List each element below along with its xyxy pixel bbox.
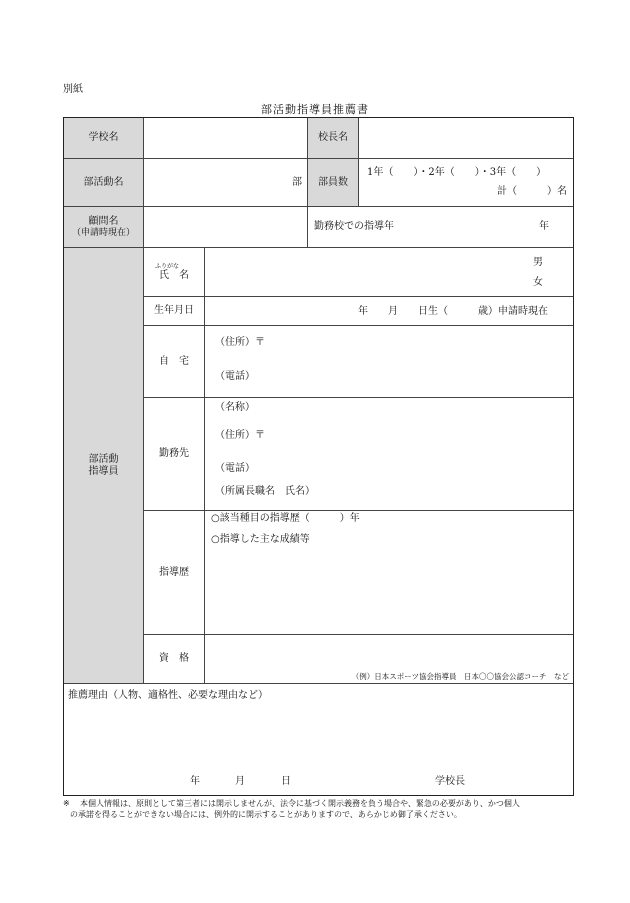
work-label: 勤務先	[159, 448, 189, 459]
instructor-label-2: 指導員	[88, 465, 119, 477]
advisor-label-cell	[64, 207, 144, 248]
club-name-label: 部活動名	[83, 176, 124, 188]
reason-principal: 学校長	[435, 776, 465, 787]
birthdate-value: 年 月 日生（ 歳）申請時現在	[358, 306, 548, 317]
footnote-mark: ※	[63, 799, 70, 808]
members-label-cell	[308, 159, 359, 207]
home-phone: （電話）	[215, 371, 255, 382]
school-name-field[interactable]	[144, 118, 308, 159]
club-name-field[interactable]	[144, 159, 308, 207]
reason-month: 月	[235, 776, 245, 787]
footnote-line-2: の承諾を得ることができない場合には、例外的に開示することがありますので、あらかじめ御了承ください。	[70, 810, 462, 819]
birthdate-field[interactable]	[205, 297, 573, 326]
experience-label: 勤務校での指導年	[314, 221, 394, 232]
work-address: （住所）〒	[215, 430, 265, 441]
home-field[interactable]	[205, 326, 573, 398]
school-name-label: 学校名	[88, 132, 119, 143]
qualification-field[interactable]	[205, 635, 573, 684]
home-address: （住所）〒	[215, 337, 265, 348]
qualification-label: 資 格	[159, 653, 189, 664]
work-head: （所属長職名 氏名）	[215, 486, 315, 497]
gender-female[interactable]: 女	[533, 277, 543, 288]
history-line-1: ○該当種目の指導歴（ ）年	[211, 513, 360, 524]
qualification-label-cell	[144, 635, 205, 684]
reason-label: 推薦理由（人物、適格性、必要な理由など）	[68, 690, 268, 701]
advisor-note: （申請時現在）	[71, 227, 135, 238]
home-label-cell	[144, 326, 205, 398]
work-phone: （電話）	[215, 463, 255, 474]
school-name-label-cell	[64, 118, 144, 159]
birthdate-label: 生年月日	[154, 305, 194, 316]
work-label-cell	[144, 398, 205, 511]
footnote-line-1: 本個人情報は、原則として第三者には開示しませんが、法令に基づく開示義務を負う場合や、緊急の必要があり、かつ個人	[80, 799, 520, 808]
instructor-label-cell	[64, 248, 144, 684]
recommendation-form	[63, 117, 574, 796]
history-label-cell	[144, 511, 205, 635]
history-label: 指導歴	[159, 566, 189, 578]
experience-suffix: 年	[539, 221, 549, 232]
gender-male[interactable]: 男	[533, 257, 543, 268]
instructor-label-1: 部活動	[88, 453, 119, 465]
home-label: 自 宅	[159, 355, 189, 367]
name-label: 氏 名	[159, 269, 189, 281]
principal-name-field[interactable]	[359, 118, 573, 159]
work-name: （名称）	[215, 402, 255, 413]
name-label-cell	[144, 248, 205, 297]
qualification-example: （例）日本スポーツ協会指導員 日本〇〇協会公認コーチ など	[351, 672, 569, 681]
name-field[interactable]	[205, 248, 573, 297]
principal-name-label: 校長名	[318, 132, 348, 143]
birthdate-label-cell	[144, 297, 205, 326]
work-field[interactable]	[205, 398, 573, 511]
club-name-label-cell	[64, 159, 144, 207]
members-label: 部員数	[318, 176, 348, 188]
page-title: 部活動指導員推薦書	[261, 103, 369, 116]
attachment-label: 別紙	[63, 84, 83, 95]
reason-year: 年	[190, 776, 200, 787]
members-total: 計（ ）名	[497, 186, 567, 197]
principal-name-label-cell	[308, 118, 359, 159]
experience-field[interactable]	[308, 207, 573, 248]
members-field[interactable]	[359, 159, 573, 207]
club-suffix: 部	[292, 177, 302, 188]
history-field[interactable]	[205, 511, 573, 635]
advisor-label: 顧問名	[88, 215, 119, 227]
history-line-2: ○指導した主な成績等	[211, 534, 310, 545]
advisor-name-field[interactable]	[144, 207, 308, 248]
reason-field[interactable]	[64, 684, 573, 794]
members-grades: 1年（ ）・2年（ ）・3年（ ）	[367, 167, 547, 178]
furigana-label: ふりがな	[154, 262, 179, 270]
reason-day: 日	[281, 776, 291, 787]
